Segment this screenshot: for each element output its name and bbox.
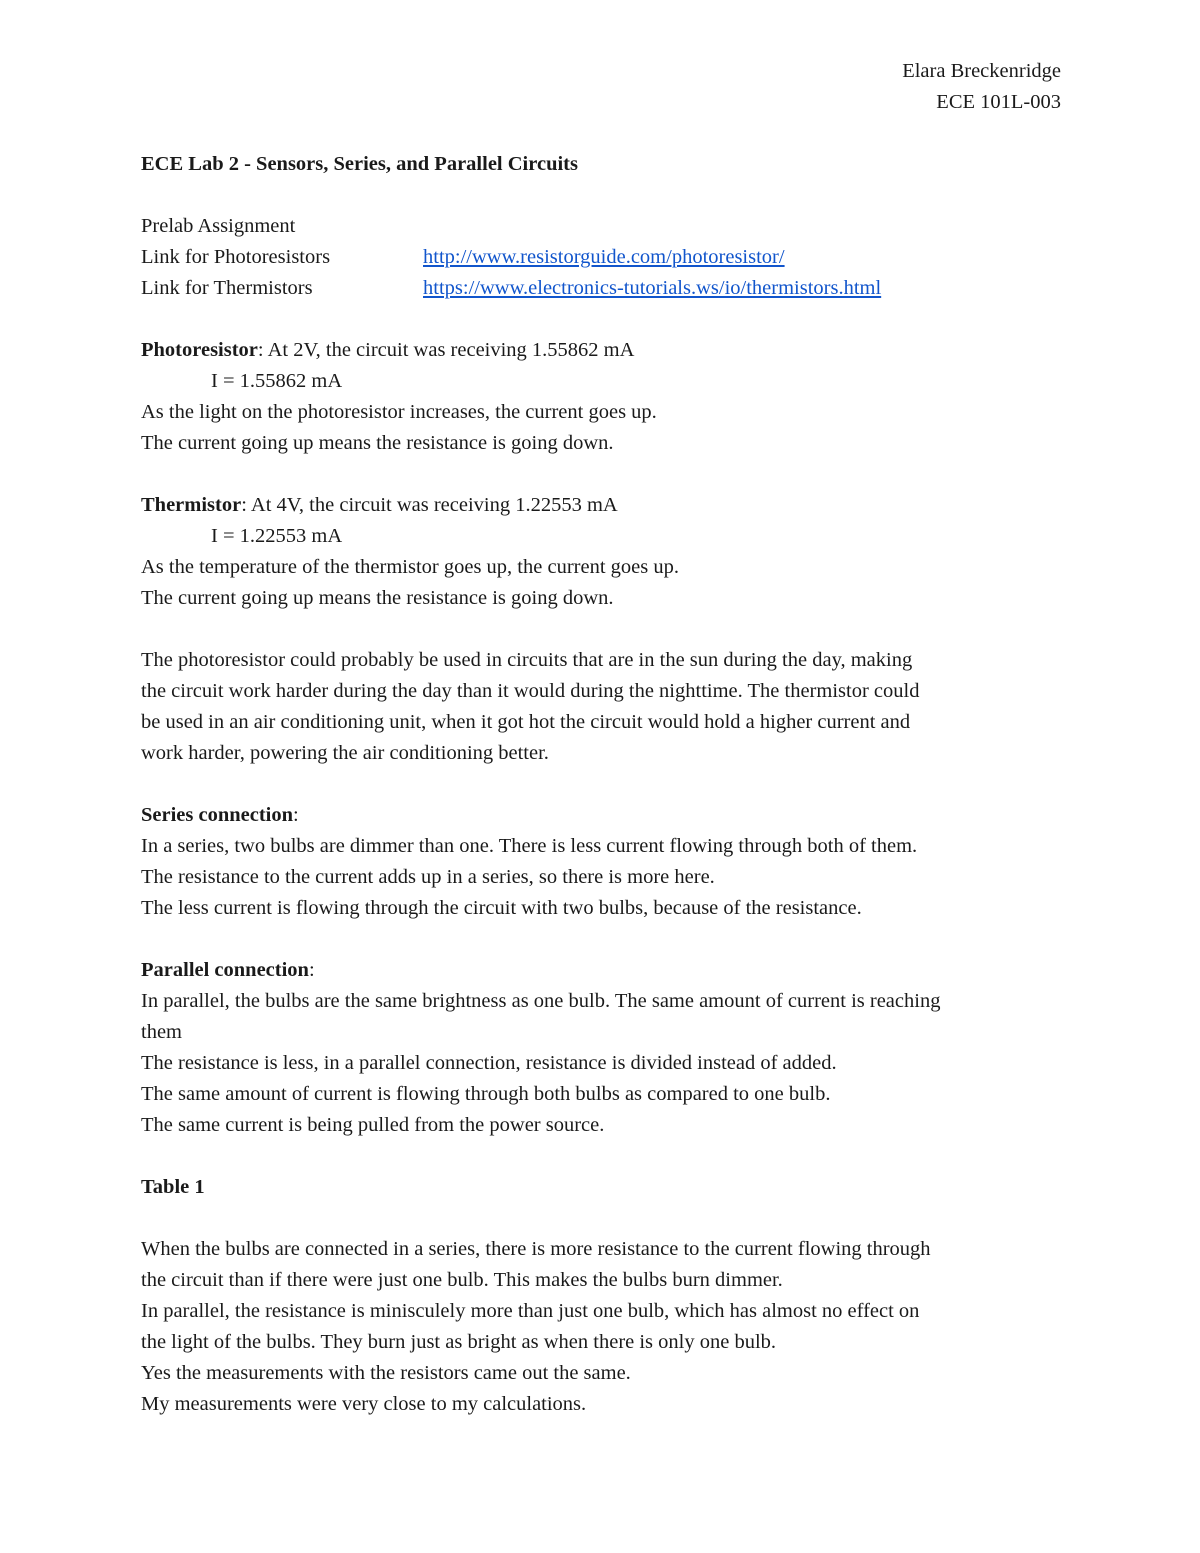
prelab-link-row-thermistors <box>141 273 1061 304</box>
paragraph-line: The less current is flowing through the circuit with two bulbs, because of the resistance. <box>141 897 862 919</box>
section-suffix: : <box>308 959 315 981</box>
paragraph-line: be used in an air conditioning unit, when it got hot the circuit would hold a higher current and <box>141 711 911 733</box>
paragraph-line: The same current is being pulled from the power source. <box>141 1114 605 1136</box>
author-name: Elara Breckenridge <box>902 60 1061 82</box>
thermistor-equation: I = 1.22553 mA <box>211 525 343 547</box>
section-label: Series connection <box>141 804 294 826</box>
table1-heading: Table 1 <box>141 1176 205 1198</box>
paragraph-line: The same amount of current is flowing through both bulbs as compared to one bulb. <box>141 1083 831 1105</box>
paragraph-line: The current going up means the resistance is going down. <box>141 587 614 609</box>
section-label: Parallel connection <box>141 959 309 981</box>
section-intro-text: : At 4V, the circuit was receiving 1.22553 mA <box>241 494 618 516</box>
photoresistor-link[interactable]: http://www.resistorguide.com/photoresistor/ <box>423 246 785 268</box>
course-code: ECE 101L-003 <box>936 91 1061 113</box>
spacer <box>141 304 1061 335</box>
paragraph-line: My measurements were very close to my calculations. <box>141 1393 587 1415</box>
paragraph-line: In parallel, the resistance is minisculely more than just one bulb, which has almost no effect on <box>141 1300 920 1322</box>
link-label: Link for Thermistors <box>141 277 313 299</box>
paragraph-line: The photoresistor could probably be used in circuits that are in the sun during the day, making <box>141 649 913 671</box>
paragraph-line: In a series, two bulbs are dimmer than one. There is less current flowing through both of them. <box>141 835 918 857</box>
spacer <box>141 614 1061 645</box>
section-suffix: : <box>293 804 299 826</box>
spacer <box>141 1203 1061 1234</box>
thermistor-intro <box>141 490 1061 521</box>
photoresistor-equation: I = 1.55862 mA <box>211 370 343 392</box>
paragraph-line: Yes the measurements with the resistors came out the same. <box>141 1362 631 1384</box>
spacer <box>141 118 1061 149</box>
document-page <box>141 56 1061 1420</box>
paragraph-line: The resistance to the current adds up in a series, so there is more here. <box>141 866 715 888</box>
spacer <box>141 180 1061 211</box>
paragraph-line: The resistance is less, in a parallel connection, resistance is divided instead of added. <box>141 1052 837 1074</box>
series-heading <box>141 800 1061 831</box>
paragraph-line: In parallel, the bulbs are the same brightness as one bulb. The same amount of current is reaching <box>141 990 941 1012</box>
paragraph-line: As the light on the photoresistor increases, the current goes up. <box>141 401 657 423</box>
paragraph-line: the circuit than if there were just one bulb. This makes the bulbs burn dimmer. <box>141 1269 783 1291</box>
link-label: Link for Photoresistors <box>141 246 331 268</box>
photoresistor-intro <box>141 335 1061 366</box>
thermistor-link[interactable]: https://www.electronics-tutorials.ws/io/thermistors.html <box>423 277 882 299</box>
parallel-heading <box>141 955 1061 986</box>
section-label: Photoresistor <box>141 339 258 361</box>
spacer <box>141 924 1061 955</box>
spacer <box>141 459 1061 490</box>
prelab-link-row-photoresistors <box>141 242 1061 273</box>
paragraph-line: When the bulbs are connected in a series, there is more resistance to the current flowing through <box>141 1238 931 1260</box>
document-title: ECE Lab 2 - Sensors, Series, and Parallel Circuits <box>141 153 578 175</box>
paragraph-line: the light of the bulbs. They burn just as bright as when there is only one bulb. <box>141 1331 777 1353</box>
spacer <box>141 769 1061 800</box>
paragraph-line: them <box>141 1021 182 1043</box>
paragraph-line: The current going up means the resistance is going down. <box>141 432 614 454</box>
paragraph-line: work harder, powering the air conditioning better. <box>141 742 549 764</box>
prelab-heading: Prelab Assignment <box>141 215 296 237</box>
section-intro-text: : At 2V, the circuit was receiving 1.55862 mA <box>257 339 635 361</box>
section-label: Thermistor <box>141 494 242 516</box>
paragraph-line: As the temperature of the thermistor goes up, the current goes up. <box>141 556 679 578</box>
paragraph-line: the circuit work harder during the day than it would during the nighttime. The thermistor could <box>141 680 920 702</box>
spacer <box>141 1141 1061 1172</box>
